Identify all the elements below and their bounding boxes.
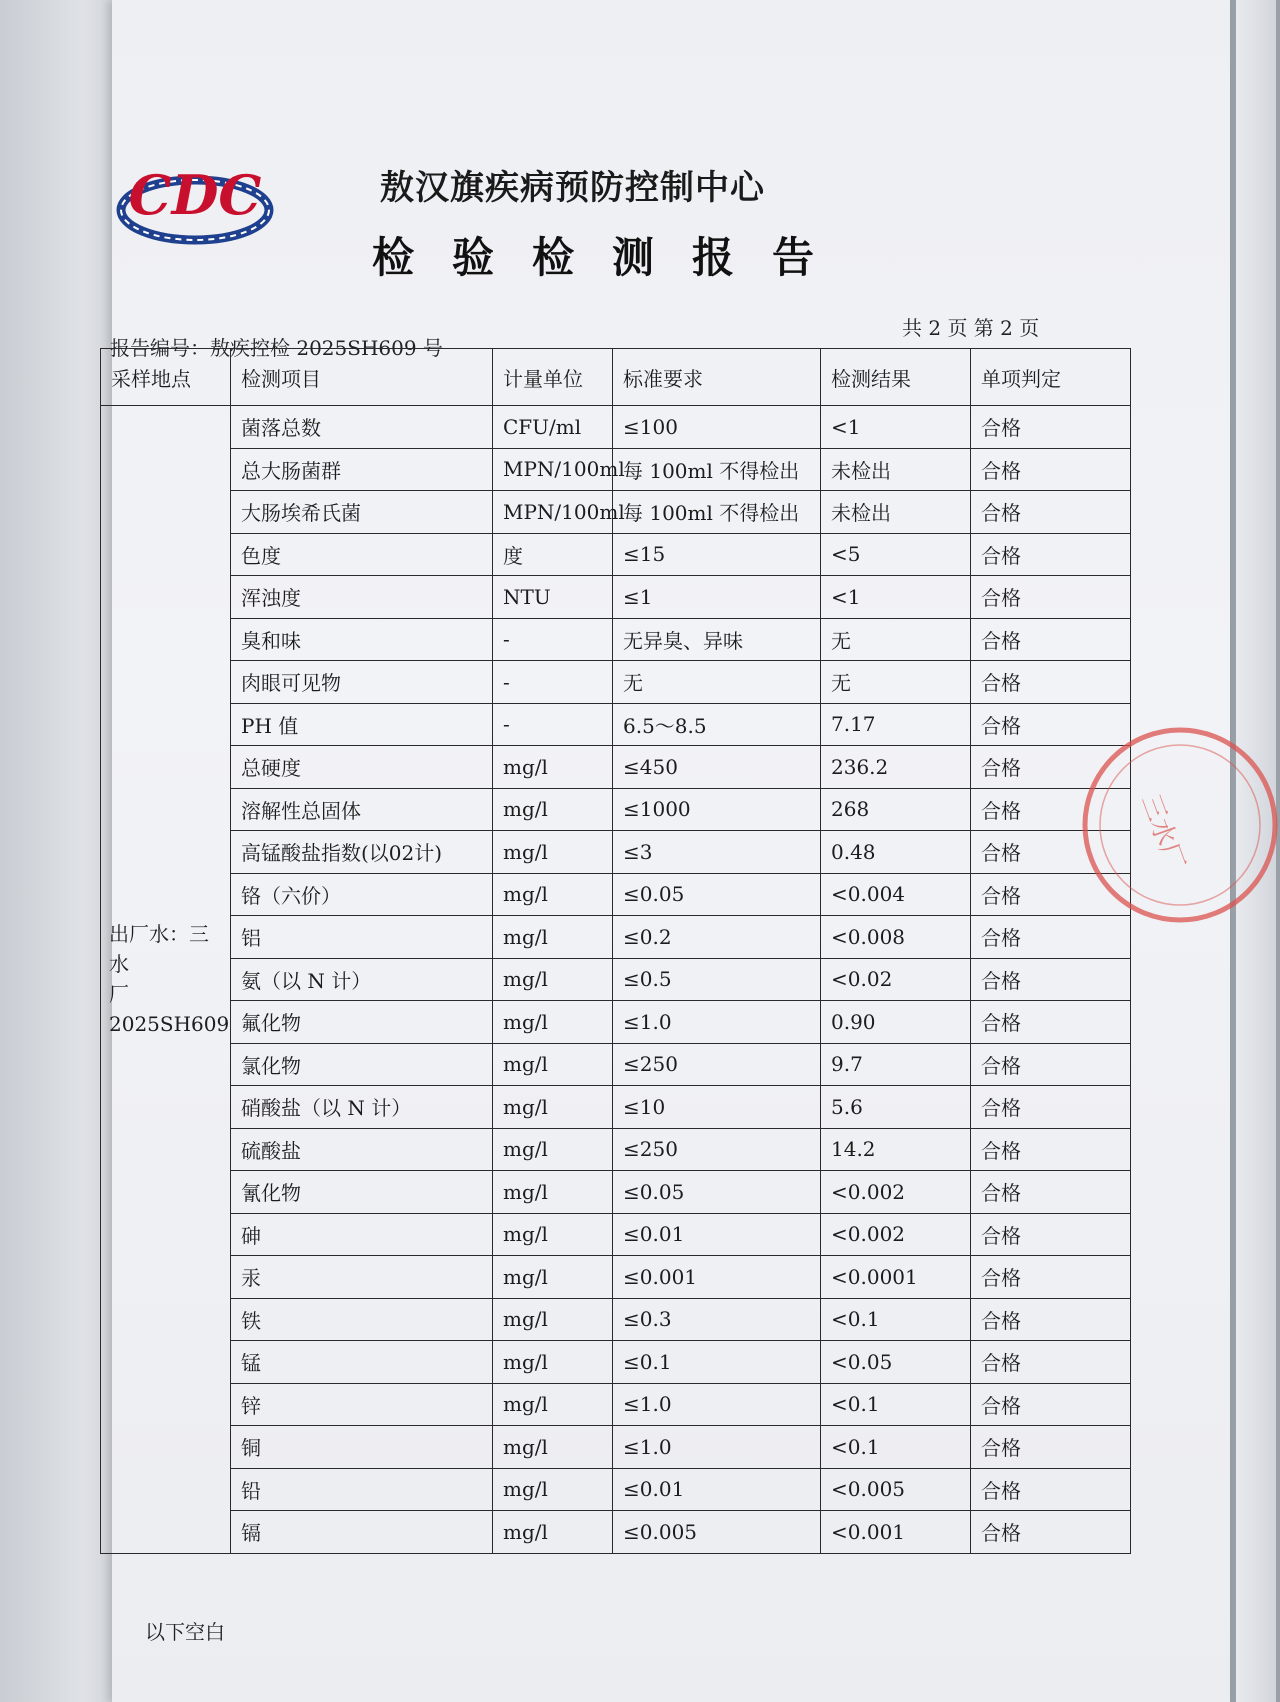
judgement-cell: 合格: [971, 1171, 1131, 1214]
result-cell: 9.7: [821, 1043, 971, 1086]
result-cell: <0.002: [821, 1171, 971, 1214]
table-row: [101, 958, 1131, 1001]
judgement-cell: 合格: [971, 491, 1131, 534]
unit-cell: mg/l: [493, 1341, 613, 1384]
column-header-judgement: 单项判定: [971, 349, 1131, 406]
test-item-cell: 铜: [231, 1426, 493, 1469]
unit-cell: mg/l: [493, 1468, 613, 1511]
result-cell: <0.004: [821, 873, 971, 916]
result-cell: <0.0001: [821, 1256, 971, 1299]
standard-cell: ≤0.005: [613, 1511, 821, 1554]
judgement-cell: 合格: [971, 1426, 1131, 1469]
unit-cell: -: [493, 618, 613, 661]
unit-cell: -: [493, 661, 613, 704]
test-item-cell: 氰化物: [231, 1171, 493, 1214]
result-cell: <5: [821, 533, 971, 576]
standard-cell: ≤250: [613, 1128, 821, 1171]
test-item-cell: 总大肠菌群: [231, 448, 493, 491]
judgement-cell: 合格: [971, 1468, 1131, 1511]
unit-cell: mg/l: [493, 746, 613, 789]
table-row: [101, 1256, 1131, 1299]
unit-cell: mg/l: [493, 1001, 613, 1044]
results-table: [100, 348, 1131, 1554]
test-item-cell: 氟化物: [231, 1001, 493, 1044]
judgement-cell: 合格: [971, 958, 1131, 1001]
result-cell: <0.005: [821, 1468, 971, 1511]
judgement-cell: 合格: [971, 873, 1131, 916]
table-row: [101, 746, 1131, 789]
cdc-logo: [115, 152, 275, 252]
column-header-site: 采样地点: [101, 349, 231, 406]
unit-cell: mg/l: [493, 831, 613, 874]
unit-cell: mg/l: [493, 788, 613, 831]
judgement-cell: 合格: [971, 1086, 1131, 1129]
table-row: [101, 661, 1131, 704]
standard-cell: ≤450: [613, 746, 821, 789]
result-cell: <0.1: [821, 1426, 971, 1469]
table-header-row: [101, 349, 1131, 406]
judgement-cell: 合格: [971, 406, 1131, 449]
standard-cell: 每 100ml 不得检出: [613, 491, 821, 534]
table-row: [101, 703, 1131, 746]
test-item-cell: 氨（以 N 计）: [231, 958, 493, 1001]
result-cell: 未检出: [821, 448, 971, 491]
organization-name: 敖汉旗疾病预防控制中心: [380, 168, 765, 208]
result-cell: 14.2: [821, 1128, 971, 1171]
unit-cell: mg/l: [493, 1383, 613, 1426]
table-row: [101, 1001, 1131, 1044]
standard-cell: ≤0.001: [613, 1256, 821, 1299]
judgement-cell: 合格: [971, 1043, 1131, 1086]
table-row: [101, 831, 1131, 874]
test-item-cell: 肉眼可见物: [231, 661, 493, 704]
unit-cell: mg/l: [493, 1213, 613, 1256]
table-row: [101, 618, 1131, 661]
page-count: 共 2 页 第 2 页: [902, 316, 1040, 340]
judgement-cell: 合格: [971, 746, 1131, 789]
unit-cell: mg/l: [493, 1511, 613, 1554]
column-header-standard: 标准要求: [613, 349, 821, 406]
test-item-cell: 硝酸盐（以 N 计）: [231, 1086, 493, 1129]
stamp-lettering: 三水厂: [1135, 790, 1190, 875]
standard-cell: ≤1.0: [613, 1001, 821, 1044]
judgement-cell: 合格: [971, 916, 1131, 959]
column-header-unit: 计量单位: [493, 349, 613, 406]
test-item-cell: 高锰酸盐指数(以02计): [231, 831, 493, 874]
judgement-cell: 合格: [971, 1256, 1131, 1299]
table-row: [101, 1468, 1131, 1511]
standard-cell: ≤1: [613, 576, 821, 619]
unit-cell: mg/l: [493, 1128, 613, 1171]
table-row: [101, 1043, 1131, 1086]
sampling-site-text: 2025SH609: [109, 1012, 230, 1037]
judgement-cell: 合格: [971, 533, 1131, 576]
standard-cell: ≤3: [613, 831, 821, 874]
column-header-item: 检测项目: [231, 349, 493, 406]
test-item-cell: 大肠埃希氏菌: [231, 491, 493, 534]
standard-cell: ≤15: [613, 533, 821, 576]
result-cell: <0.008: [821, 916, 971, 959]
judgement-cell: 合格: [971, 618, 1131, 661]
unit-cell: mg/l: [493, 1086, 613, 1129]
table-row: [101, 1298, 1131, 1341]
unit-cell: mg/l: [493, 1298, 613, 1341]
report-number: 报告编号：敖疾控检 2025SH609 号: [110, 336, 443, 360]
test-item-cell: 锰: [231, 1341, 493, 1384]
unit-cell: mg/l: [493, 1426, 613, 1469]
test-item-cell: 色度: [231, 533, 493, 576]
judgement-cell: 合格: [971, 831, 1131, 874]
table-row: [101, 1171, 1131, 1214]
standard-cell: ≤0.01: [613, 1213, 821, 1256]
judgement-cell: 合格: [971, 661, 1131, 704]
judgement-cell: 合格: [971, 1128, 1131, 1171]
standard-cell: 6.5～8.5: [613, 703, 821, 746]
result-cell: <0.02: [821, 958, 971, 1001]
stacked-pages-edge: [1236, 0, 1276, 1702]
logo-lettering: CDC: [128, 163, 262, 227]
result-cell: <0.1: [821, 1298, 971, 1341]
judgement-cell: 合格: [971, 576, 1131, 619]
unit-cell: mg/l: [493, 1043, 613, 1086]
result-cell: 无: [821, 661, 971, 704]
result-cell: <0.05: [821, 1341, 971, 1384]
results-table-wrapper: [100, 348, 1130, 1554]
standard-cell: ≤250: [613, 1043, 821, 1086]
standard-cell: ≤1000: [613, 788, 821, 831]
test-item-cell: 铁: [231, 1298, 493, 1341]
table-row: [101, 448, 1131, 491]
table-row: [101, 491, 1131, 534]
test-item-cell: 菌落总数: [231, 406, 493, 449]
result-cell: <1: [821, 406, 971, 449]
unit-cell: mg/l: [493, 916, 613, 959]
result-cell: 268: [821, 788, 971, 831]
standard-cell: ≤0.5: [613, 958, 821, 1001]
standard-cell: ≤0.01: [613, 1468, 821, 1511]
standard-cell: ≤1.0: [613, 1426, 821, 1469]
judgement-cell: 合格: [971, 703, 1131, 746]
table-row: [101, 1426, 1131, 1469]
unit-cell: mg/l: [493, 1171, 613, 1214]
table-row: [101, 576, 1131, 619]
test-item-cell: 总硬度: [231, 746, 493, 789]
judgement-cell: 合格: [971, 1213, 1131, 1256]
standard-cell: ≤0.1: [613, 1341, 821, 1384]
judgement-cell: 合格: [971, 448, 1131, 491]
result-cell: 5.6: [821, 1086, 971, 1129]
result-cell: 未检出: [821, 491, 971, 534]
standard-cell: ≤0.05: [613, 873, 821, 916]
standard-cell: 每 100ml 不得检出: [613, 448, 821, 491]
table-row: [101, 788, 1131, 831]
table-row: [101, 1086, 1131, 1129]
unit-cell: mg/l: [493, 873, 613, 916]
result-cell: <0.001: [821, 1511, 971, 1554]
test-item-cell: 铅: [231, 1468, 493, 1511]
table-row: [101, 1383, 1131, 1426]
table-row: [101, 1213, 1131, 1256]
standard-cell: ≤0.05: [613, 1171, 821, 1214]
table-row: [101, 1511, 1131, 1554]
unit-cell: CFU/ml: [493, 406, 613, 449]
unit-cell: mg/l: [493, 958, 613, 1001]
standard-cell: ≤0.2: [613, 916, 821, 959]
test-item-cell: 铝: [231, 916, 493, 959]
result-cell: <1: [821, 576, 971, 619]
test-item-cell: 镉: [231, 1511, 493, 1554]
judgement-cell: 合格: [971, 1298, 1131, 1341]
test-item-cell: 溶解性总固体: [231, 788, 493, 831]
table-row: [101, 406, 1131, 449]
judgement-cell: 合格: [971, 1383, 1131, 1426]
table-row: [101, 1341, 1131, 1384]
standard-cell: ≤10: [613, 1086, 821, 1129]
test-item-cell: 砷: [231, 1213, 493, 1256]
judgement-cell: 合格: [971, 1001, 1131, 1044]
judgement-cell: 合格: [971, 788, 1131, 831]
result-cell: 0.90: [821, 1001, 971, 1044]
sampling-site-text: 出厂水：三水: [109, 922, 209, 977]
test-item-cell: 臭和味: [231, 618, 493, 661]
test-item-cell: 浑浊度: [231, 576, 493, 619]
table-row: [101, 533, 1131, 576]
column-header-result: 检测结果: [821, 349, 971, 406]
result-cell: 0.48: [821, 831, 971, 874]
unit-cell: MPN/100ml: [493, 491, 613, 534]
unit-cell: NTU: [493, 576, 613, 619]
table-row: [101, 873, 1131, 916]
unit-cell: mg/l: [493, 1256, 613, 1299]
standard-cell: 无异臭、异味: [613, 618, 821, 661]
judgement-cell: 合格: [971, 1511, 1131, 1554]
standard-cell: ≤100: [613, 406, 821, 449]
test-item-cell: 锌: [231, 1383, 493, 1426]
result-cell: 7.17: [821, 703, 971, 746]
table-row: [101, 1128, 1131, 1171]
unit-cell: 度: [493, 533, 613, 576]
blank-below-note: 以下空白: [145, 1620, 225, 1644]
sampling-site-text: 厂: [109, 982, 129, 1007]
result-cell: <0.1: [821, 1383, 971, 1426]
standard-cell: ≤0.3: [613, 1298, 821, 1341]
test-item-cell: 硫酸盐: [231, 1128, 493, 1171]
result-cell: 无: [821, 618, 971, 661]
standard-cell: ≤1.0: [613, 1383, 821, 1426]
report-title: 检验检测报告: [372, 233, 853, 282]
test-item-cell: PH 值: [231, 703, 493, 746]
test-item-cell: 汞: [231, 1256, 493, 1299]
unit-cell: -: [493, 703, 613, 746]
result-cell: <0.002: [821, 1213, 971, 1256]
unit-cell: MPN/100ml: [493, 448, 613, 491]
sampling-site-cell: [101, 406, 231, 1554]
result-cell: 236.2: [821, 746, 971, 789]
results-body: [101, 406, 1131, 1554]
judgement-cell: 合格: [971, 1341, 1131, 1384]
test-item-cell: 氯化物: [231, 1043, 493, 1086]
standard-cell: 无: [613, 661, 821, 704]
table-row: [101, 916, 1131, 959]
test-item-cell: 铬（六价）: [231, 873, 493, 916]
